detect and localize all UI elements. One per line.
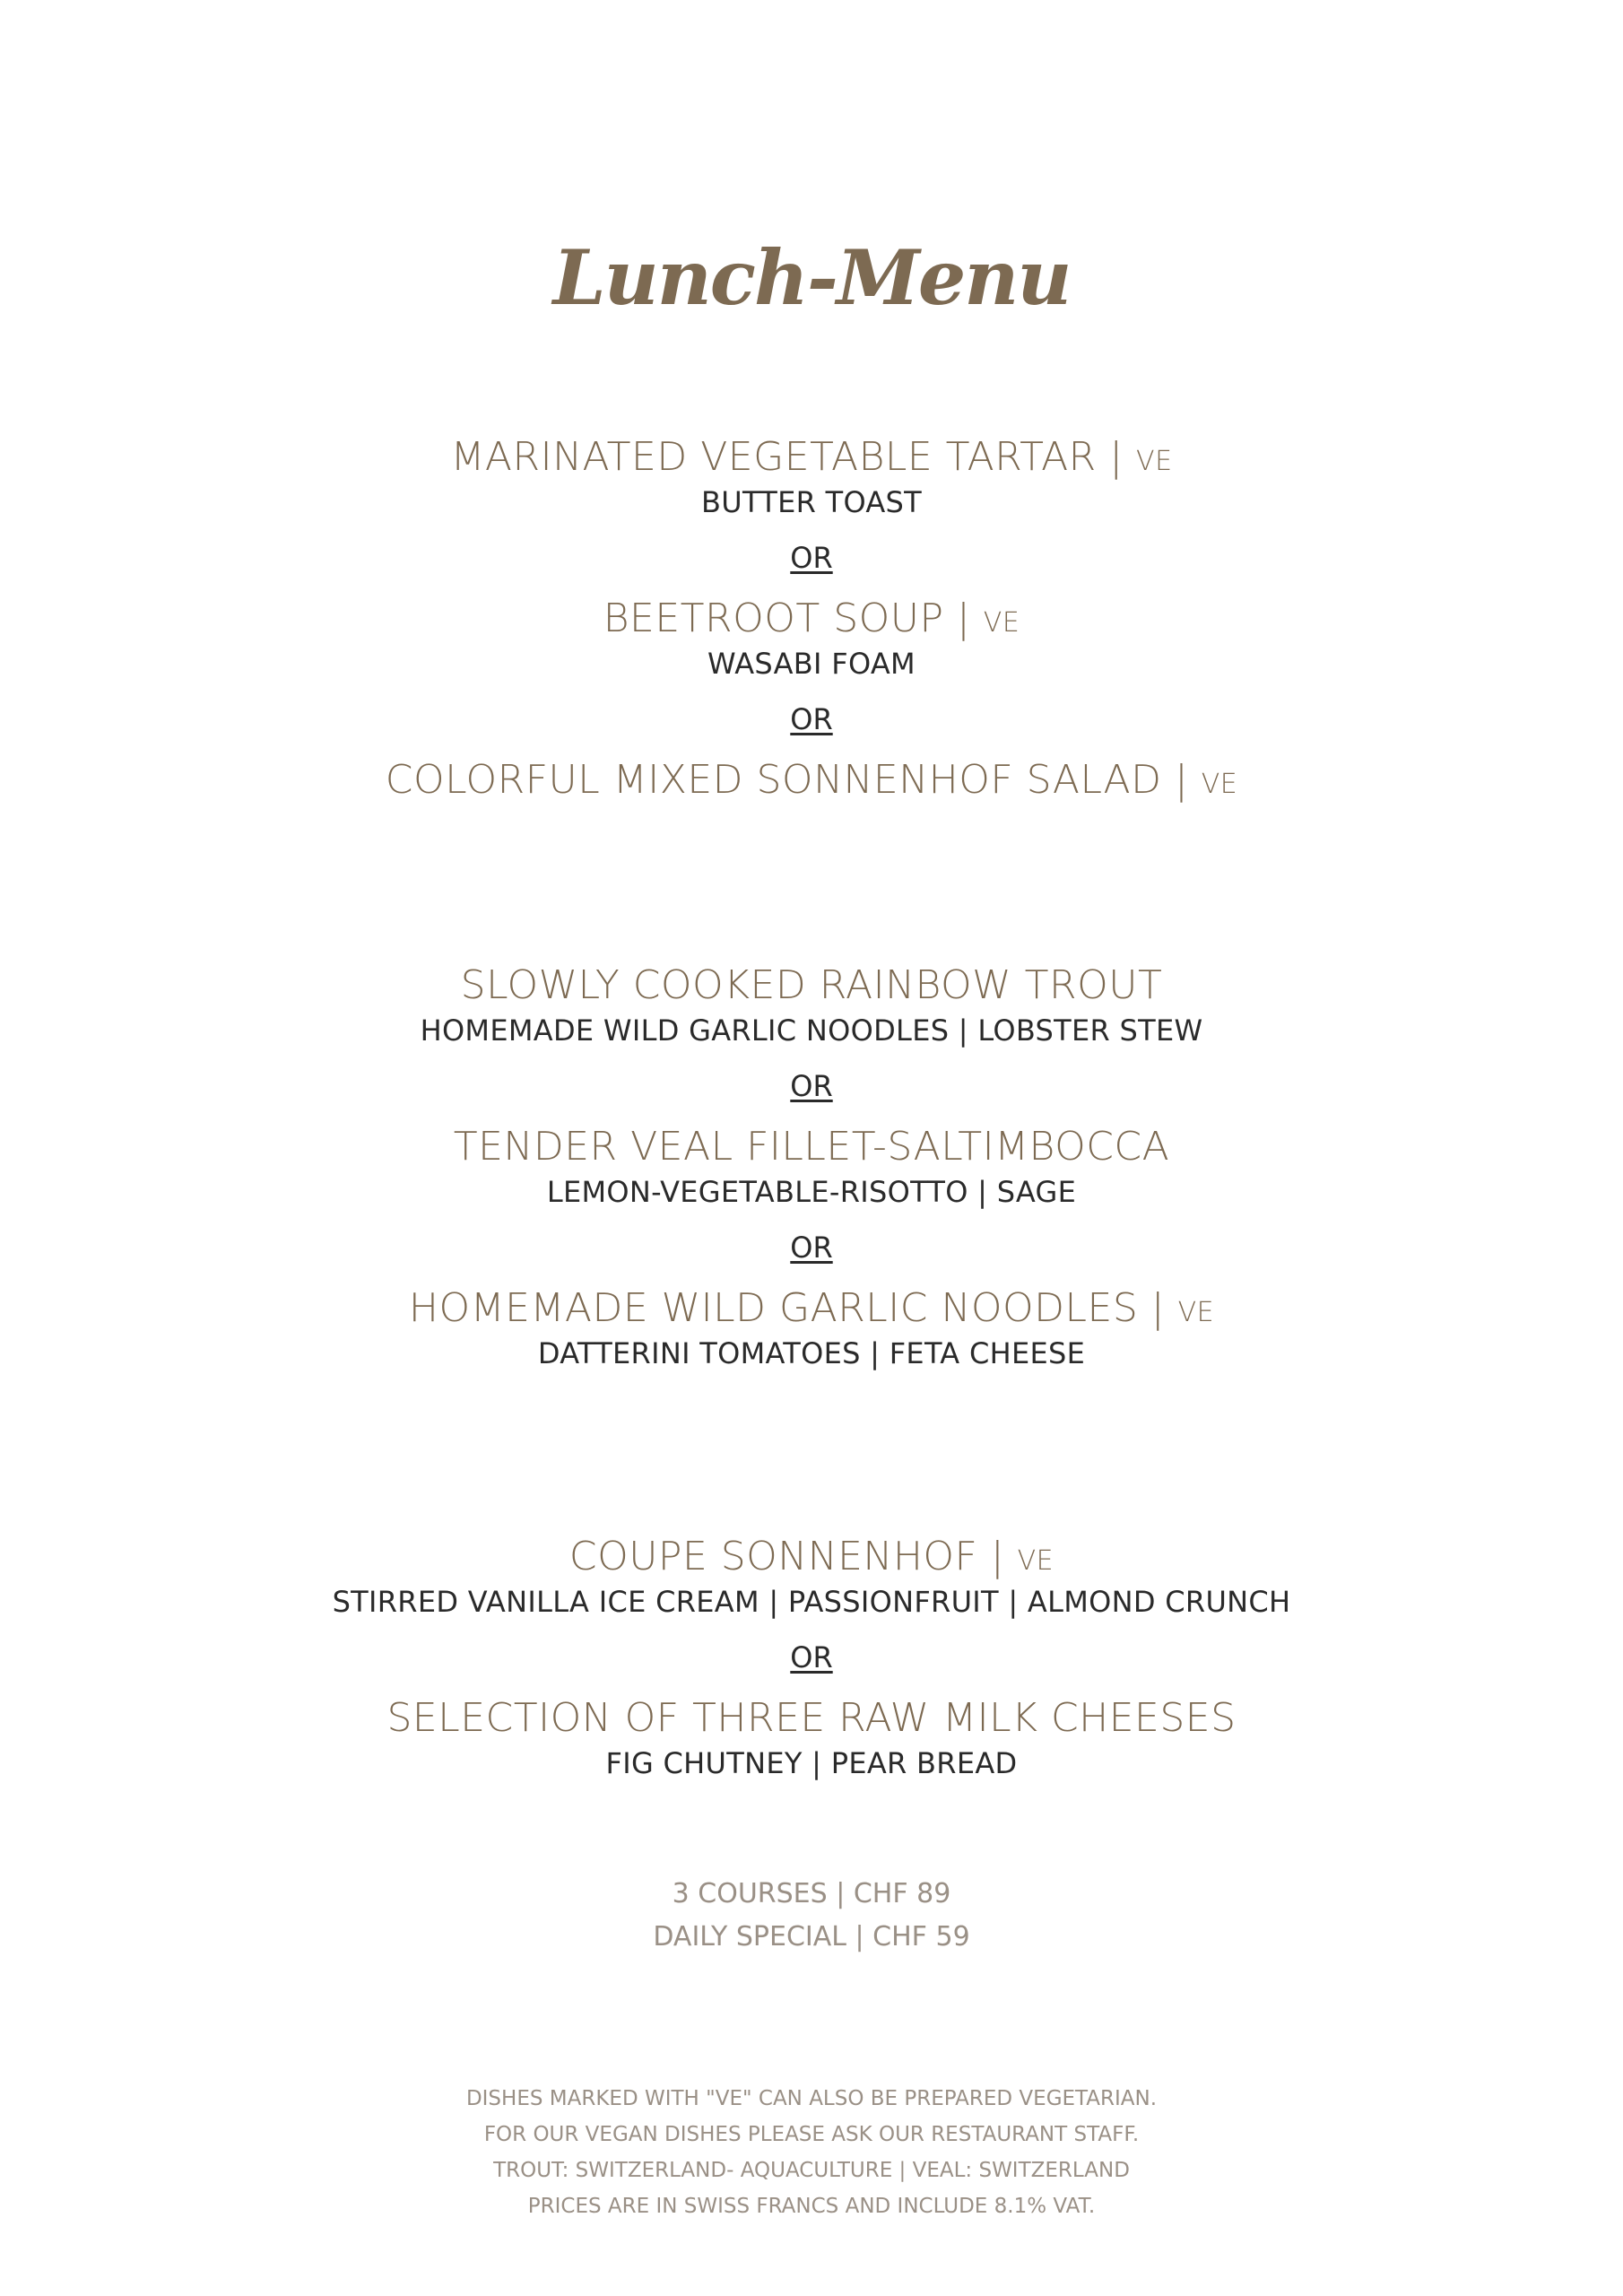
- main-3-name: HOMEMADE WILD GARLIC NOODLES | VE: [408, 1285, 1215, 1331]
- mains-section: [0, 962, 1623, 1371]
- or-separator: OR: [790, 1231, 833, 1265]
- footer-line-4: PRICES ARE IN SWISS FRANCS AND INCLUDE 8.1% VAT.: [527, 2195, 1096, 2218]
- footer-notes: [0, 2081, 1623, 2224]
- or-separator: OR: [790, 1069, 833, 1103]
- dessert-1-description: STIRRED VANILLA ICE CREAM | PASSIONFRUIT | ALMOND CRUNCH: [332, 1585, 1291, 1619]
- desserts-section: [0, 1534, 1623, 1781]
- or-separator: OR: [790, 541, 833, 575]
- separator: |: [1096, 434, 1137, 480]
- footer-line-1: DISHES MARKED WITH "VE" CAN ALSO BE PREPARED VEGETARIAN.: [465, 2087, 1158, 2110]
- price-three-courses: 3 COURSES | CHF 89: [672, 1878, 951, 1909]
- starter-2-description: WASABI FOAM: [707, 647, 916, 681]
- separator: |: [943, 596, 984, 641]
- starter-3-name: COLORFUL MIXED SONNENHOF SALAD | VE: [385, 757, 1238, 803]
- prices-block: [0, 1873, 1623, 1959]
- or-separator: OR: [790, 702, 833, 736]
- ve-badge: VE: [983, 607, 1020, 639]
- main-3-description: DATTERINI TOMATOES | FETA CHEESE: [537, 1336, 1086, 1370]
- dessert-2-name: SELECTION OF THREE RAW MILK CHEESES: [386, 1695, 1237, 1741]
- dessert-1-name: COUPE SONNENHOF | VE: [568, 1534, 1055, 1579]
- starter-1-name: MARINATED VEGETABLE TARTAR | VE: [450, 434, 1173, 480]
- ve-badge: VE: [1177, 1297, 1215, 1328]
- dessert-2-description: FIG CHUTNEY | PEAR BREAD: [605, 1746, 1018, 1780]
- separator: |: [977, 1534, 1018, 1579]
- starter-1-description: BUTTER TOAST: [700, 485, 923, 519]
- footer-line-2: FOR OUR VEGAN DISHES PLEASE ASK OUR RESTAURANT STAFF.: [483, 2123, 1140, 2146]
- page-title: Lunch-Menu: [552, 233, 1071, 322]
- separator: |: [1161, 757, 1202, 803]
- starters-section: [0, 434, 1623, 804]
- starter-2-name: BEETROOT SOUP | VE: [603, 596, 1020, 641]
- ve-badge: VE: [1017, 1545, 1055, 1577]
- main-2-description: LEMON-VEGETABLE-RISOTTO | SAGE: [546, 1175, 1077, 1209]
- main-1-description: HOMEMADE WILD GARLIC NOODLES | LOBSTER STEW: [420, 1013, 1203, 1048]
- ve-badge: VE: [1201, 769, 1238, 800]
- or-separator: OR: [790, 1640, 833, 1674]
- footer-line-3: TROUT: SWITZERLAND- AQUACULTURE | VEAL: SWITZERLAND: [493, 2159, 1130, 2182]
- price-daily-special: DAILY SPECIAL | CHF 59: [653, 1921, 970, 1952]
- main-2-name: TENDER VEAL FILLET-SALTIMBOCCA: [453, 1124, 1170, 1170]
- ve-badge: VE: [1136, 446, 1173, 477]
- separator: |: [1138, 1285, 1178, 1331]
- main-1-name: SLOWLY COOKED RAINBOW TROUT: [460, 962, 1163, 1008]
